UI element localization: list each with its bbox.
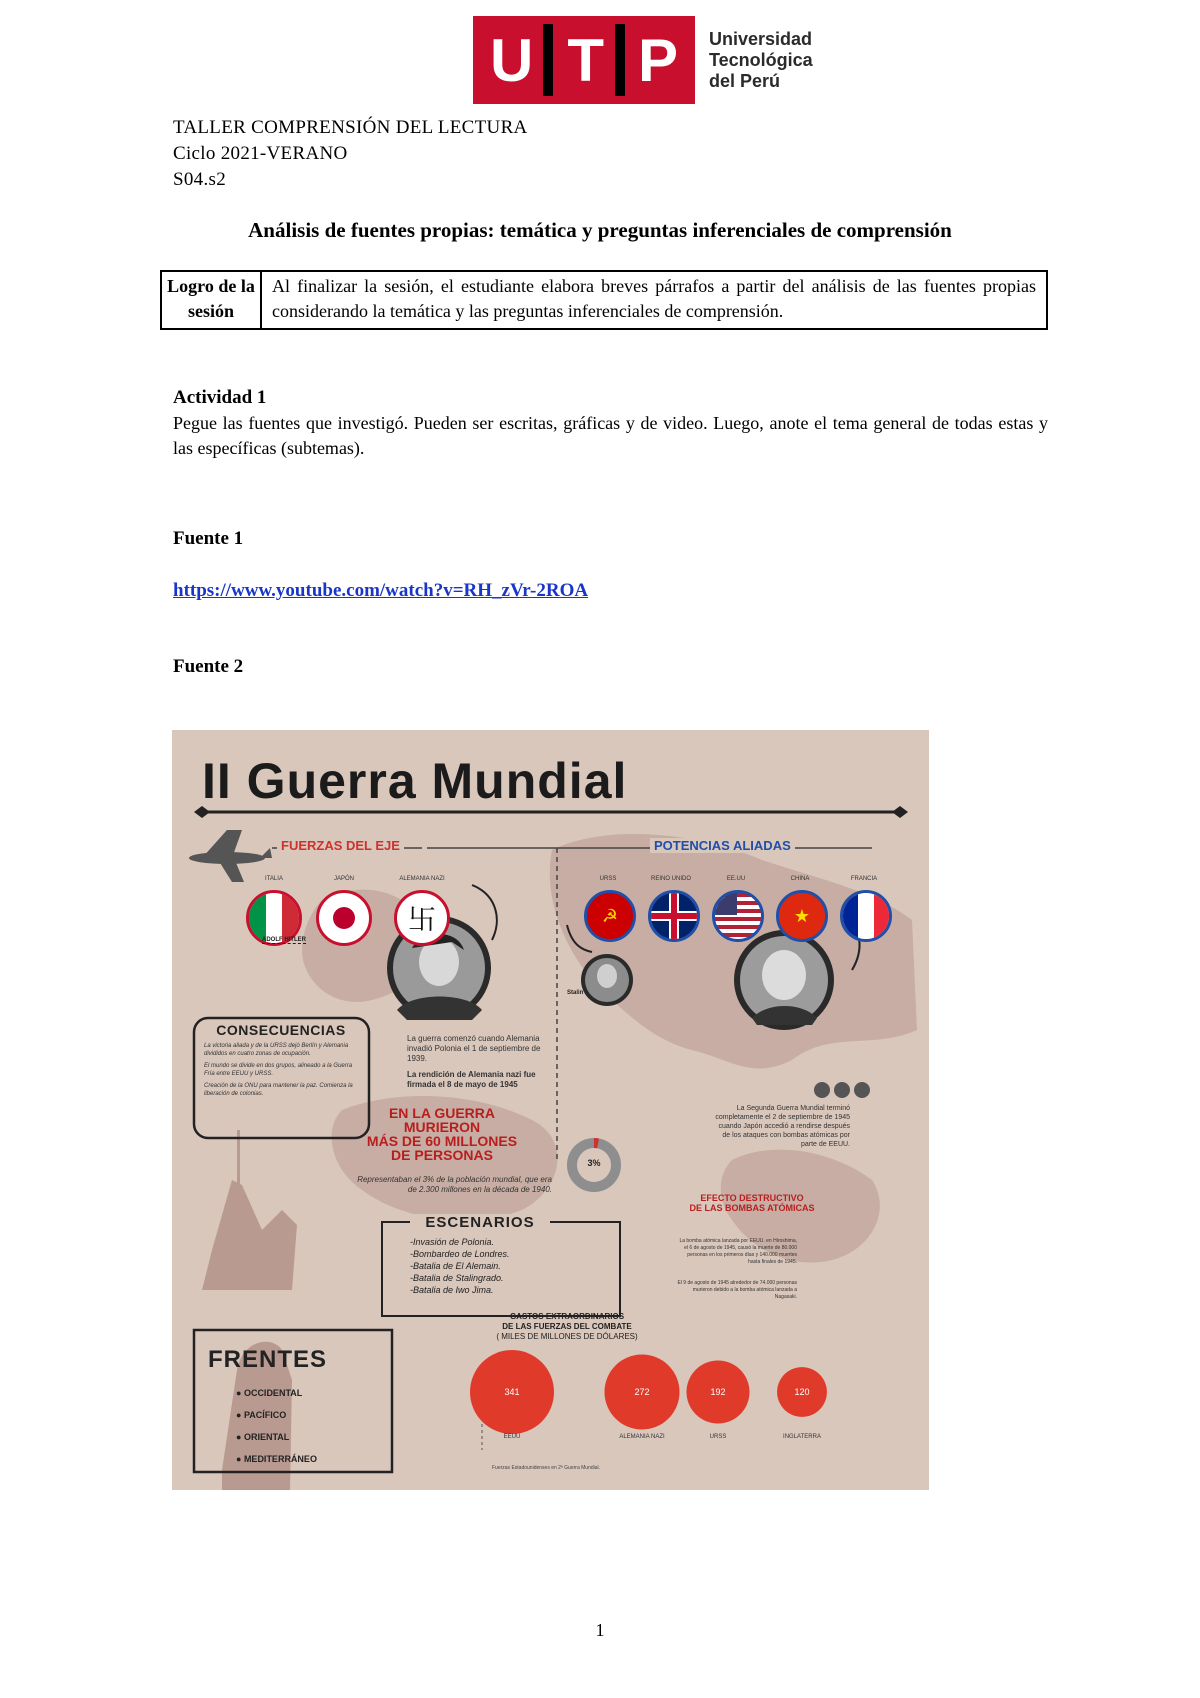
logo-letter-u: U — [489, 26, 534, 94]
poster-title: II Guerra Mundial — [202, 753, 628, 809]
university-name-line: Tecnológica — [709, 50, 813, 70]
label-china: CHINA — [790, 876, 810, 882]
gastos-line: ( MILES DE MILLONES DE DÓLARES) — [496, 1332, 638, 1341]
flag-japan — [316, 890, 372, 946]
document-title: Análisis de fuentes propias: temática y preguntas inferenciales de comprensión — [248, 218, 952, 242]
escenario-item: -Invasión de Polonia. — [410, 1237, 495, 1247]
spending-category-label: ALEMANIA NAZI — [619, 1434, 665, 1440]
flag-nazi-germany: 卐 — [394, 890, 450, 946]
logo-letters — [473, 16, 695, 104]
rendicion-text: La rendición de Alemania nazi fue firmada el 8 de mayo de 1945 — [407, 1070, 536, 1089]
consecuencia-item: La victoria aliada y de la URSS dejó Berlín y Alemania divididos en cuatro zonas de ocupación. — [204, 1043, 349, 1057]
gastos-note: Fuerzas Estadounidenses en 2ª Guerra Mundial. — [492, 1465, 601, 1471]
consecuencias-heading: CONSECUENCIAS — [216, 1022, 346, 1038]
spending-category-label: EEUU — [503, 1434, 521, 1440]
efecto-line: DE LAS BOMBAS ATÓMICAS — [689, 1203, 815, 1213]
fuente-1-heading: Fuente 1 — [173, 528, 244, 549]
inicio-text: La guerra comenzó cuando Alemania invadió Polonia el 1 de septiembre de 1939. — [407, 1034, 541, 1063]
murieron-line: EN LA GUERRA — [388, 1105, 496, 1121]
poblacion-text: Representaban el 3% de la población mundial, que era de 2.300 millones en la década de 1940. — [357, 1175, 552, 1194]
university-name — [709, 29, 829, 92]
murieron-line: MURIERON — [403, 1119, 481, 1135]
page-number: 1 — [595, 1620, 605, 1640]
flag-china: ★ — [776, 890, 828, 942]
frente-label: PACÍFICO — [243, 1410, 287, 1420]
logo-divider — [543, 24, 553, 96]
logro-label: Logro de la sesión — [161, 271, 261, 329]
consecuencia-item: El mundo se divide en dos grupos, alineado a la Guerra Fría entre EEUU y URSS. — [204, 1063, 353, 1077]
radiation-icon — [814, 1082, 870, 1098]
label-urss: URSS — [599, 876, 617, 882]
frentes-heading: FRENTES — [208, 1346, 328, 1373]
soldiers-silhouette — [202, 1130, 297, 1290]
spending-chart — [470, 1350, 827, 1440]
frente-label: ORIENTAL — [243, 1432, 290, 1442]
actividad-text: Pegue las fuentes que investigó. Pueden ser escritas, gráficas y de video. Luego, anote el tema general de todas estas y las específicas (subtemas). — [173, 413, 1048, 458]
flag-uk — [648, 890, 700, 942]
header-session: S04.s2 — [173, 169, 227, 190]
churchill-portrait — [734, 930, 834, 1030]
logo-letter-p: P — [637, 26, 678, 94]
hitler-label: ADOLF HITLER — [262, 937, 306, 943]
spending-category-label: URSS — [709, 1434, 727, 1440]
ww2-infographic — [172, 730, 929, 1490]
label-alemania: ALEMANIA NAZI — [399, 876, 445, 882]
label-japon: JAPÓN — [333, 876, 354, 882]
escenario-item: -Bombardeo de Londres. — [410, 1249, 510, 1259]
frente-label: MEDITERRÁNEO — [243, 1454, 317, 1464]
murieron-line: DE PERSONAS — [391, 1147, 493, 1163]
frente-label: OCCIDENTAL — [243, 1388, 303, 1398]
spending-value-label: 272 — [634, 1387, 650, 1397]
eje-heading: FUERZAS DEL EJE — [277, 838, 404, 853]
frente-item: ● PACÍFICO — [236, 1410, 287, 1420]
flag-usa — [712, 890, 764, 942]
frente-item: ● ORIENTAL — [236, 1432, 290, 1442]
escenario-item: -Batalia de Stalingrado. — [410, 1273, 504, 1283]
airplane-icon — [189, 830, 272, 882]
efecto-line: EFECTO DESTRUCTIVO — [700, 1193, 804, 1203]
fin-guerra-text: La Segunda Guerra Mundial terminó completamente el 2 de septiembre de 1945 cuando Japón accedió a rendirse después de los ataques con bombas atómicas por parte de EEUU. — [715, 1105, 850, 1148]
logro-table — [160, 270, 1048, 330]
flag-ussr: ☭ — [584, 890, 636, 942]
escenarios-heading: ESCENARIOS — [410, 1214, 550, 1231]
label-francia: FRANCIA — [850, 876, 878, 882]
stalin-portrait — [581, 954, 633, 1006]
utp-logo — [473, 16, 818, 104]
document-header — [173, 115, 528, 193]
escenario-item: -Batalia de Iwo Jima. — [410, 1285, 494, 1295]
university-name-line: del Perú — [709, 71, 781, 91]
escenario-item: -Batalia de El Alemain. — [410, 1261, 501, 1271]
header-cycle: Ciclo 2021-VERANO — [173, 143, 348, 164]
bomba-text-nagasaki: El 9 de agosto de 1945 alrededor de 74.000 personas murieron debido a la bomba atómica lanzada a Nagasaki. — [677, 1280, 797, 1300]
label-italia: ITALIA — [265, 876, 283, 882]
consecuencias-list — [204, 1042, 362, 1098]
label-eeuu: EE.UU — [726, 876, 746, 882]
actividad-heading: Actividad 1 — [173, 387, 267, 408]
efecto-heading — [627, 1193, 877, 1213]
aliadas-heading: POTENCIAS ALIADAS — [650, 838, 795, 853]
spending-category-label: INGLATERRA — [783, 1434, 821, 1440]
fuente-2-heading: Fuente 2 — [173, 656, 244, 677]
murieron-line: MÁS DE 60 MILLONES — [366, 1133, 518, 1149]
population-pct: 3% — [587, 1158, 601, 1168]
gastos-line: GASTOS EXTRAORDINARIOS — [509, 1312, 625, 1321]
spending-value-label: 341 — [504, 1387, 520, 1397]
frente-item: ● MEDITERRÁNEO — [236, 1454, 317, 1464]
fuente-1-link[interactable]: https://www.youtube.com/watch?v=RH_zVr-2ROA — [173, 580, 589, 601]
university-name-line: Universidad — [709, 29, 813, 49]
frente-item: ● OCCIDENTAL — [236, 1388, 303, 1398]
spending-value-label: 192 — [710, 1387, 726, 1397]
spending-value-label: 120 — [794, 1387, 810, 1397]
logo-divider — [615, 24, 625, 96]
escenarios-list — [410, 1236, 600, 1296]
logro-text: Al finalizar la sesión, el estudiante elabora breves párrafos a partir del análisis de las fuentes propias considerando la temática y las preguntas inferenciales de comprensión. — [261, 271, 1047, 329]
bomba-text-hiroshima: La bomba atómica lanzada por EEUU. en Hiroshima, el 6 de agosto de 1945, causó la muerte de 80.000 personas en los primeros días y 140.000 muertes hasta finales de 1945. — [679, 1238, 797, 1265]
flag-france — [840, 890, 892, 942]
murieron-block — [322, 1106, 562, 1162]
header-course: TALLER COMPRENSIÓN DEL LECTURA — [173, 117, 528, 138]
consecuencia-item: Creación de la ONU para mantener la paz. Comienza la liberación de colonias. — [204, 1083, 353, 1097]
gastos-line: DE LAS FUERZAS DEL COMBATE — [502, 1322, 632, 1331]
logo-letter-t: T — [567, 26, 604, 94]
label-reino-unido: REINO UNIDO — [650, 876, 691, 882]
stalin-label: Stalin — [567, 990, 584, 996]
frentes-list — [236, 1382, 317, 1470]
gastos-heading — [452, 1312, 682, 1342]
